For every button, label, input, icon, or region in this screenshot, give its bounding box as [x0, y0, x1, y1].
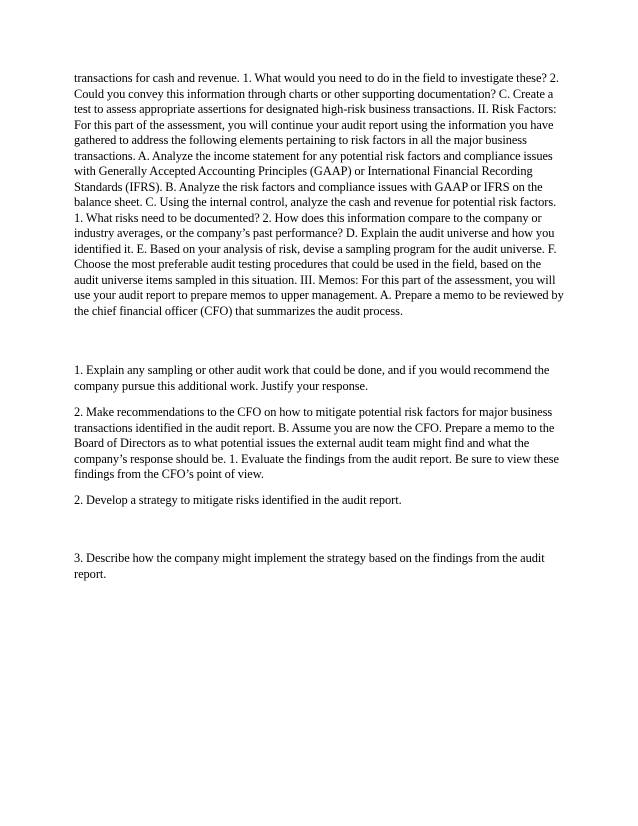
paragraph-sampling-question: 1. Explain any sampling or other audit work that could be done, and if you would recommend the company pursue this additional work. Justify your response.	[74, 363, 550, 393]
paragraph-audit-assessment: transactions for cash and revenue. 1. What would you need to do in the field to investigate these? 2. Could you convey this information through charts or other supporting documentation? C. Create a test to assess appropriate assertions for designated high-risk business transactions. II. Risk Factors: For this part of the assessment, you will continue your audit report using the information you have gathered to address the following elements pertaining to risk factors in all the major business transactions. A. Analyze the income statement for any potential risk factors and compliance issues with Generally Accepted Accounting Principles (GAAP) or International Financial Recording Standards (IFRS). B. Analyze the risk factors and compliance issues with GAAP or IFRS on the balance sheet. C. Using the internal control, analyze the cash and revenue for potential risk factors. 1. What risks need to be documented? 2. How does this information compare to the company or industry averages, or the company’s past performance? D. Explain the audit universe and how you identified it. E. Based on your analysis of risk, devise a sampling program for the audit universe. F. Choose the most preferable audit testing procedures that could be used in the field, based on the audit universe items sampled in this situation. III. Memos: For this part of the assessment, you will use your audit report to prepare memos to upper management. A. Prepare a memo to be reviewed by the chief financial officer (CFO) that summarizes the audit process.	[74, 71, 564, 318]
paragraph-mitigation-strategy: 2. Develop a strategy to mitigate risks identified in the audit report.	[74, 493, 402, 507]
paragraph-recommendations-cfo: 2. Make recommendations to the CFO on how to mitigate potential risk factors for major business transactions identified in the audit report. B. Assume you are now the CFO. Prepare a memo to the Board of Directors as to what potential issues the external audit team might find and what the company’s response should be. 1. Evaluate the findings from the audit report. Be sure to view these findings from the CFO’s point of view.	[74, 405, 559, 481]
paragraph-implementation: 3. Describe how the company might implement the strategy based on the findings from the audit report.	[74, 551, 545, 581]
